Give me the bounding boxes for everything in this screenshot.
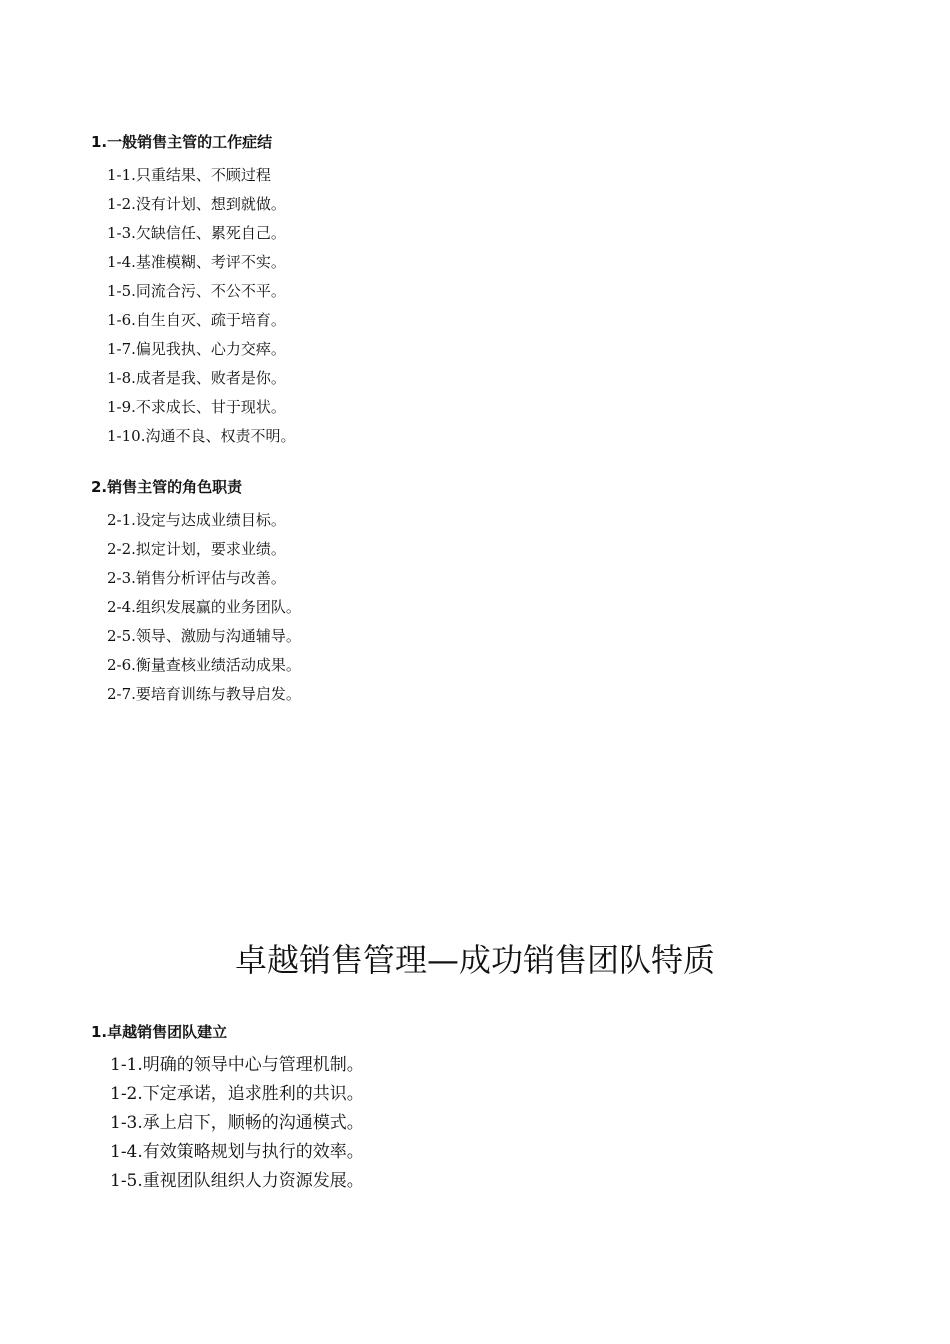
- list-item: 2-1.设定与达成业绩目标。: [107, 511, 286, 529]
- list-item: 1-5.重视团队组织人力资源发展。: [110, 1171, 364, 1191]
- section-heading: 1.一般销售主管的工作症结: [91, 133, 273, 151]
- problem-list: [91, 161, 910, 451]
- section-role-duties: [91, 477, 910, 709]
- section-heading: 1.卓越销售团队建立: [91, 1023, 228, 1041]
- list-item: 2-4.组织发展赢的业务团队。: [107, 598, 301, 616]
- section-work-problems: [91, 132, 910, 451]
- list-item: 1-1.只重结果、不顾过程: [107, 166, 271, 184]
- team-trait-list: [91, 1051, 910, 1196]
- list-item: 1-2.没有计划、想到就做。: [107, 195, 286, 213]
- list-item: 1-4.有效策略规划与执行的效率。: [110, 1142, 364, 1162]
- list-item: 1-7.偏见我执、心力交瘁。: [107, 340, 286, 358]
- list-item: 1-2.下定承诺，追求胜利的共识。: [110, 1084, 364, 1104]
- list-item: 2-6.衡量查核业绩活动成果。: [107, 656, 301, 674]
- list-item: 1-8.成者是我、败者是你。: [107, 369, 286, 387]
- list-item: 2-7.要培育训练与教导启发。: [107, 685, 301, 703]
- list-item: 2-3.销售分析评估与改善。: [107, 569, 286, 587]
- list-item: 1-3.承上启下，顺畅的沟通模式。: [110, 1113, 364, 1133]
- section-heading: 2.销售主管的角色职责: [91, 478, 243, 496]
- list-item: 2-5.领导、激励与沟通辅导。: [107, 627, 301, 645]
- duty-list: [91, 506, 910, 709]
- list-item: 1-10.沟通不良、权责不明。: [107, 427, 296, 445]
- list-item: 1-9.不求成长、甘于现状。: [107, 398, 286, 416]
- list-item: 1-5.同流合污、不公不平。: [107, 282, 286, 300]
- list-item: 1-3.欠缺信任、累死自己。: [107, 224, 286, 242]
- list-item: 2-2.拟定计划，要求业绩。: [107, 540, 286, 558]
- list-item: 1-1.明确的领导中心与管理机制。: [110, 1055, 364, 1075]
- list-item: 1-4.基准模糊、考评不实。: [107, 253, 286, 271]
- page-title: 卓越销售管理—成功销售团队特质: [234, 941, 715, 979]
- section-team-building: [91, 1022, 910, 1196]
- list-item: 1-6.自生自灭、疏于培育。: [107, 311, 286, 329]
